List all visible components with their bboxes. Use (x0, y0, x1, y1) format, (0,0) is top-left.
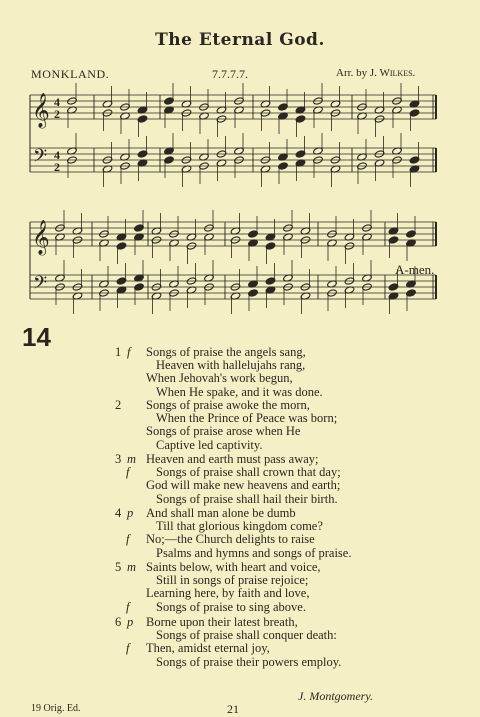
verse-line: Then, amidst eternal joy, (146, 641, 270, 656)
time-signature: 2 (54, 107, 60, 121)
verse-line: Till that glorious kingdom come? (156, 519, 323, 534)
edition-note: 19 Orig. Ed. (31, 703, 81, 714)
bass-clef: 𝄢 (33, 273, 48, 298)
time-signature: 2 (54, 160, 60, 174)
hymn-number: 14 (22, 322, 51, 352)
treble-clef: 𝄞 (32, 93, 50, 128)
verse-line: Learning here, by faith and love, (146, 586, 310, 601)
verse-line: Songs of praise shall crown that day; (156, 465, 341, 480)
verse-line: When He spake, and it was done. (156, 384, 323, 399)
dynamic-mark: f (126, 641, 130, 656)
verse-line: Songs of praise their powers employ. (156, 654, 342, 669)
verse-line: Borne upon their latest breath, (146, 615, 298, 629)
dynamic-mark: p (127, 506, 134, 520)
verse-number: 3 (115, 452, 122, 466)
dynamic-mark: p (127, 615, 134, 629)
verse-number: 2 (115, 398, 122, 412)
verse-line: Heaven with hallelujahs rang, (156, 358, 306, 373)
verse-line: Songs of praise shall conquer death: (156, 628, 337, 643)
author: J. Montgomery. (298, 689, 373, 703)
verse-line: Heaven and earth must pass away; (146, 452, 319, 466)
verse-line: When the Prince of Peace was born; (156, 411, 338, 426)
bass-clef: 𝄢 (33, 146, 48, 171)
verse-line: Songs of praise shall hail their birth. (156, 491, 338, 506)
verse-line: No;—the Church delights to raise (146, 532, 315, 547)
verse-line: When Jehovah's work begun, (146, 371, 293, 386)
dynamic-mark: f (127, 345, 131, 359)
verse-number: 4 (115, 506, 122, 520)
verse-line: Captive led captivity. (156, 437, 263, 452)
page-number: 21 (227, 702, 239, 716)
verse-line: God will make new heavens and earth; (146, 478, 341, 493)
dynamic-mark: f (126, 599, 130, 614)
verse-line: Songs of praise awoke the morn, (146, 398, 310, 412)
verse-number: 6 (115, 615, 122, 629)
time-signature: 4 (54, 148, 60, 162)
verse-line: And shall man alone be dumb (146, 506, 296, 520)
verse-line: Psalms and hymns and songs of praise. (156, 545, 352, 560)
dynamic-mark: m (127, 452, 137, 466)
dynamic-mark: f (126, 465, 130, 480)
meter: 7.7.7.7. (212, 67, 248, 81)
hymn-title: The Eternal God. (155, 30, 325, 50)
arranger-prefix: Arr. by (336, 67, 368, 79)
arranger-name: J. Wilkes. (369, 67, 416, 79)
verse-number: 1 (115, 345, 122, 359)
verse-line: Songs of praise to sing above. (156, 599, 306, 614)
verse-number: 5 (115, 560, 122, 574)
verse-line: Songs of praise the angels sang, (146, 345, 306, 359)
tune-name: MONKLAND. (31, 67, 110, 81)
verse-line: Saints below, with heart and voice, (146, 560, 321, 574)
amen-lyric: A-men. (395, 262, 435, 277)
time-signature: 4 (54, 95, 60, 109)
dynamic-mark: f (126, 532, 130, 547)
treble-clef: 𝄞 (32, 220, 50, 255)
verse-line: Still in songs of praise rejoice; (156, 573, 309, 588)
dynamic-mark: m (127, 560, 137, 574)
verse-line: Songs of praise arose when He (146, 424, 301, 439)
